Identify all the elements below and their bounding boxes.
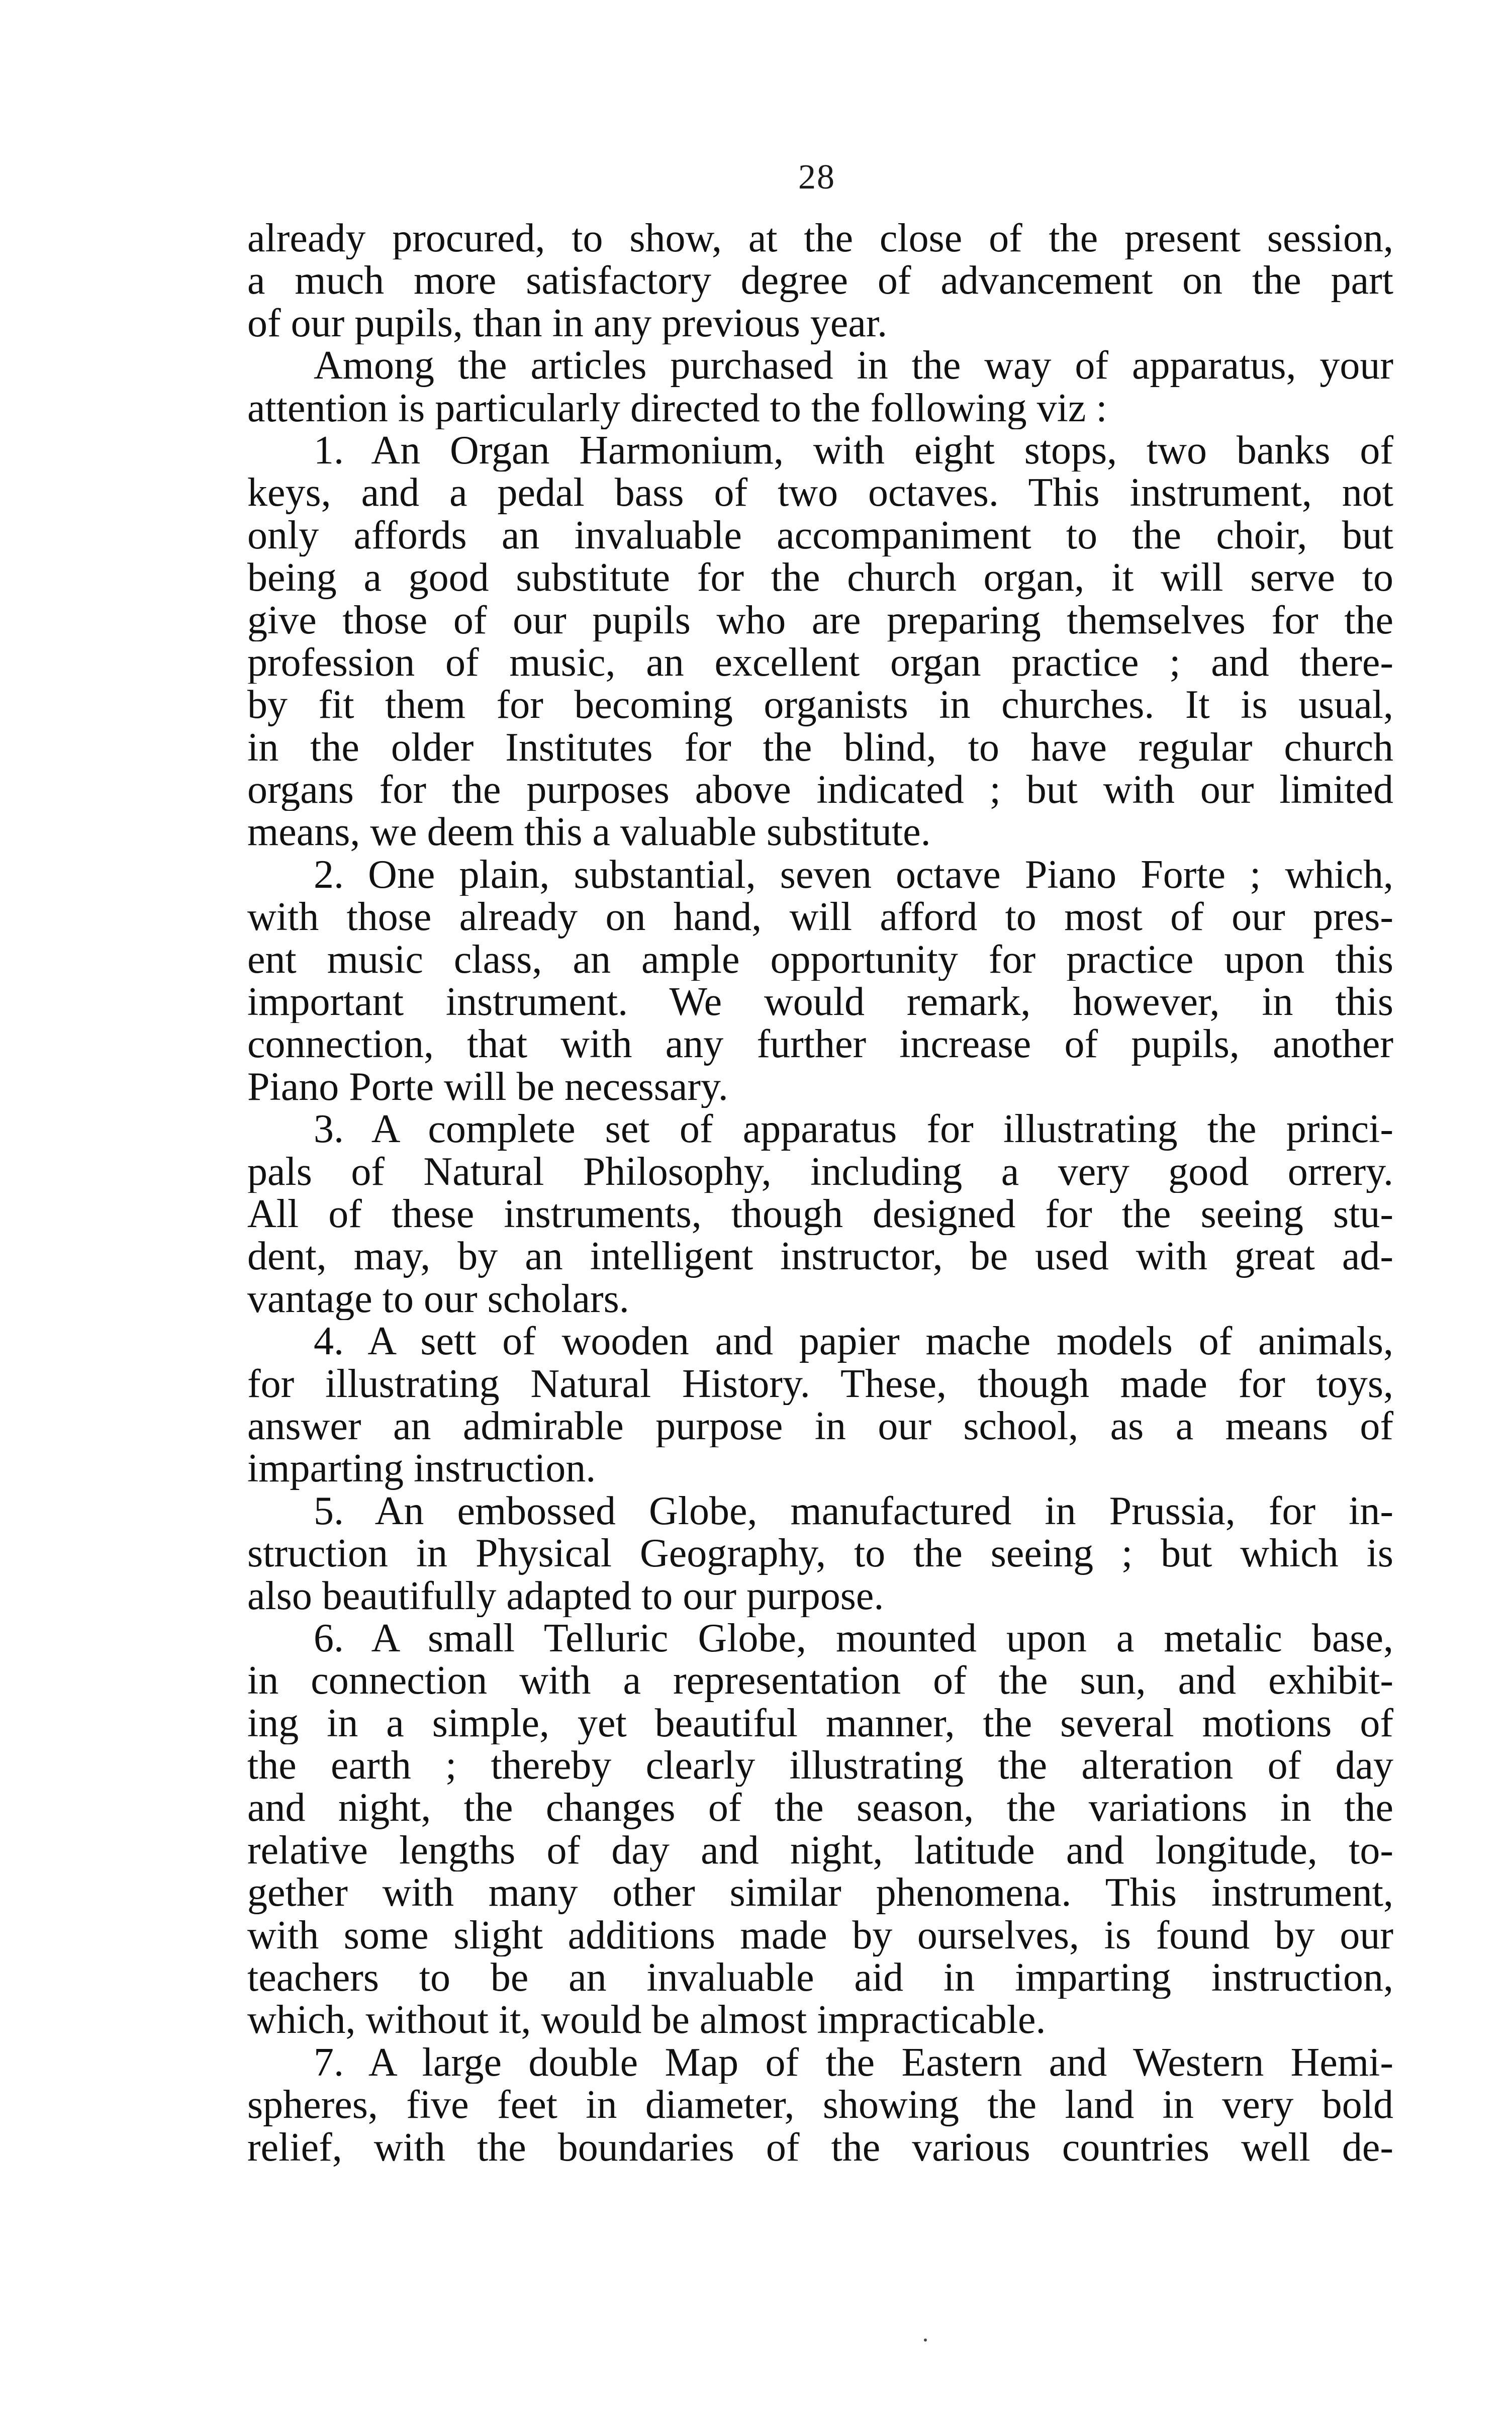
text-line: profession of music, an excellent organ practice ; and there- <box>247 641 1393 684</box>
text-line: pals of Natural Philosophy, including a very good orrery. <box>247 1150 1393 1193</box>
text-line: gether with many other similar phenomena. This instrument, <box>247 1872 1393 1914</box>
text-line: ent music class, an ample opportunity for practice upon this <box>247 938 1393 981</box>
text-line: also beautifully adapted to our purpose. <box>247 1574 884 1617</box>
page-number: 28 <box>798 158 835 197</box>
text-line: only affords an invaluable accompaniment to the choir, but <box>247 514 1393 557</box>
text-line: in the older Institutes for the blind, to have regular church <box>247 726 1393 769</box>
text-line: with some slight additions made by ourselves, is found by our <box>247 1914 1393 1957</box>
body-text <box>247 217 1393 2169</box>
text-line: already procured, to show, at the close of the present session, <box>247 217 1393 260</box>
text-line: of our pupils, than in any previous year. <box>247 302 888 345</box>
text-line: important instrument. We would remark, however, in this <box>247 981 1393 1023</box>
text-line: attention is particularly directed to the following viz : <box>247 387 1107 429</box>
text-line: in connection with a representation of the sun, and exhibit- <box>247 1659 1393 1702</box>
text-line: Piano Porte will be necessary. <box>247 1065 728 1108</box>
text-line: 6. A small Telluric Globe, mounted upon a metalic base, <box>314 1617 1393 1660</box>
text-line: and night, the changes of the season, the variations in the <box>247 1787 1393 1829</box>
text-line: answer an admirable purpose in our school, as a means of <box>247 1405 1393 1448</box>
text-line: the earth ; thereby clearly illustrating the alteration of day <box>247 1744 1393 1787</box>
text-line: give those of our pupils who are preparing themselves for the <box>247 599 1393 641</box>
text-line: vantage to our scholars. <box>247 1277 629 1321</box>
text-line: 2. One plain, substantial, seven octave Piano Forte ; which, <box>314 853 1393 896</box>
text-line: Among the articles purchased in the way of apparatus, your <box>314 344 1393 387</box>
text-line: dent, may, by an intelligent instructor, be used with great ad- <box>247 1235 1393 1278</box>
text-line: imparting instruction. <box>247 1447 596 1490</box>
text-line: 3. A complete set of apparatus for illustrating the princi- <box>314 1108 1393 1151</box>
text-line: 7. A large double Map of the Eastern and Western Hemi- <box>314 2041 1393 2084</box>
text-line: All of these instruments, though designed for the seeing stu- <box>247 1192 1393 1236</box>
text-line: keys, and a pedal bass of two octaves. This instrument, not <box>247 472 1393 514</box>
text-line: which, without it, would be almost impracticable. <box>247 1999 1046 2041</box>
text-line: 5. An embossed Globe, manufactured in Prussia, for in- <box>314 1489 1393 1533</box>
text-line: ing in a simple, yet beautiful manner, the several motions of <box>247 1702 1393 1745</box>
text-line: 1. An Organ Harmonium, with eight stops, two banks of <box>314 429 1393 472</box>
text-line: struction in Physical Geography, to the seeing ; but which is <box>247 1532 1393 1575</box>
text-line: organs for the purposes above indicated ; but with our limited <box>247 769 1393 811</box>
text-line: relative lengths of day and night, latitude and longitude, to- <box>247 1829 1393 1872</box>
text-line: with those already on hand, will afford to most of our pres- <box>247 896 1393 939</box>
text-line: a much more satisfactory degree of advancement on the part <box>247 259 1393 302</box>
text-line: spheres, five feet in diameter, showing the land in very bold <box>247 2084 1393 2126</box>
text-line: teachers to be an invaluable aid in imparting instruction, <box>247 1956 1393 1999</box>
text-line: for illustrating Natural History. These, though made for toys, <box>247 1362 1393 1405</box>
text-line: connection, that with any further increase of pupils, another <box>247 1023 1393 1066</box>
text-line: by fit them for becoming organists in churches. It is usual, <box>247 684 1393 726</box>
text-line: 4. A sett of wooden and papier mache models of animals, <box>314 1320 1393 1363</box>
text-line: relief, with the boundaries of the various countries well de- <box>247 2126 1393 2169</box>
print-speck <box>924 2339 927 2342</box>
text-line: being a good substitute for the church organ, it will serve to <box>247 556 1393 599</box>
text-line: means, we deem this a valuable substitute. <box>247 811 931 854</box>
